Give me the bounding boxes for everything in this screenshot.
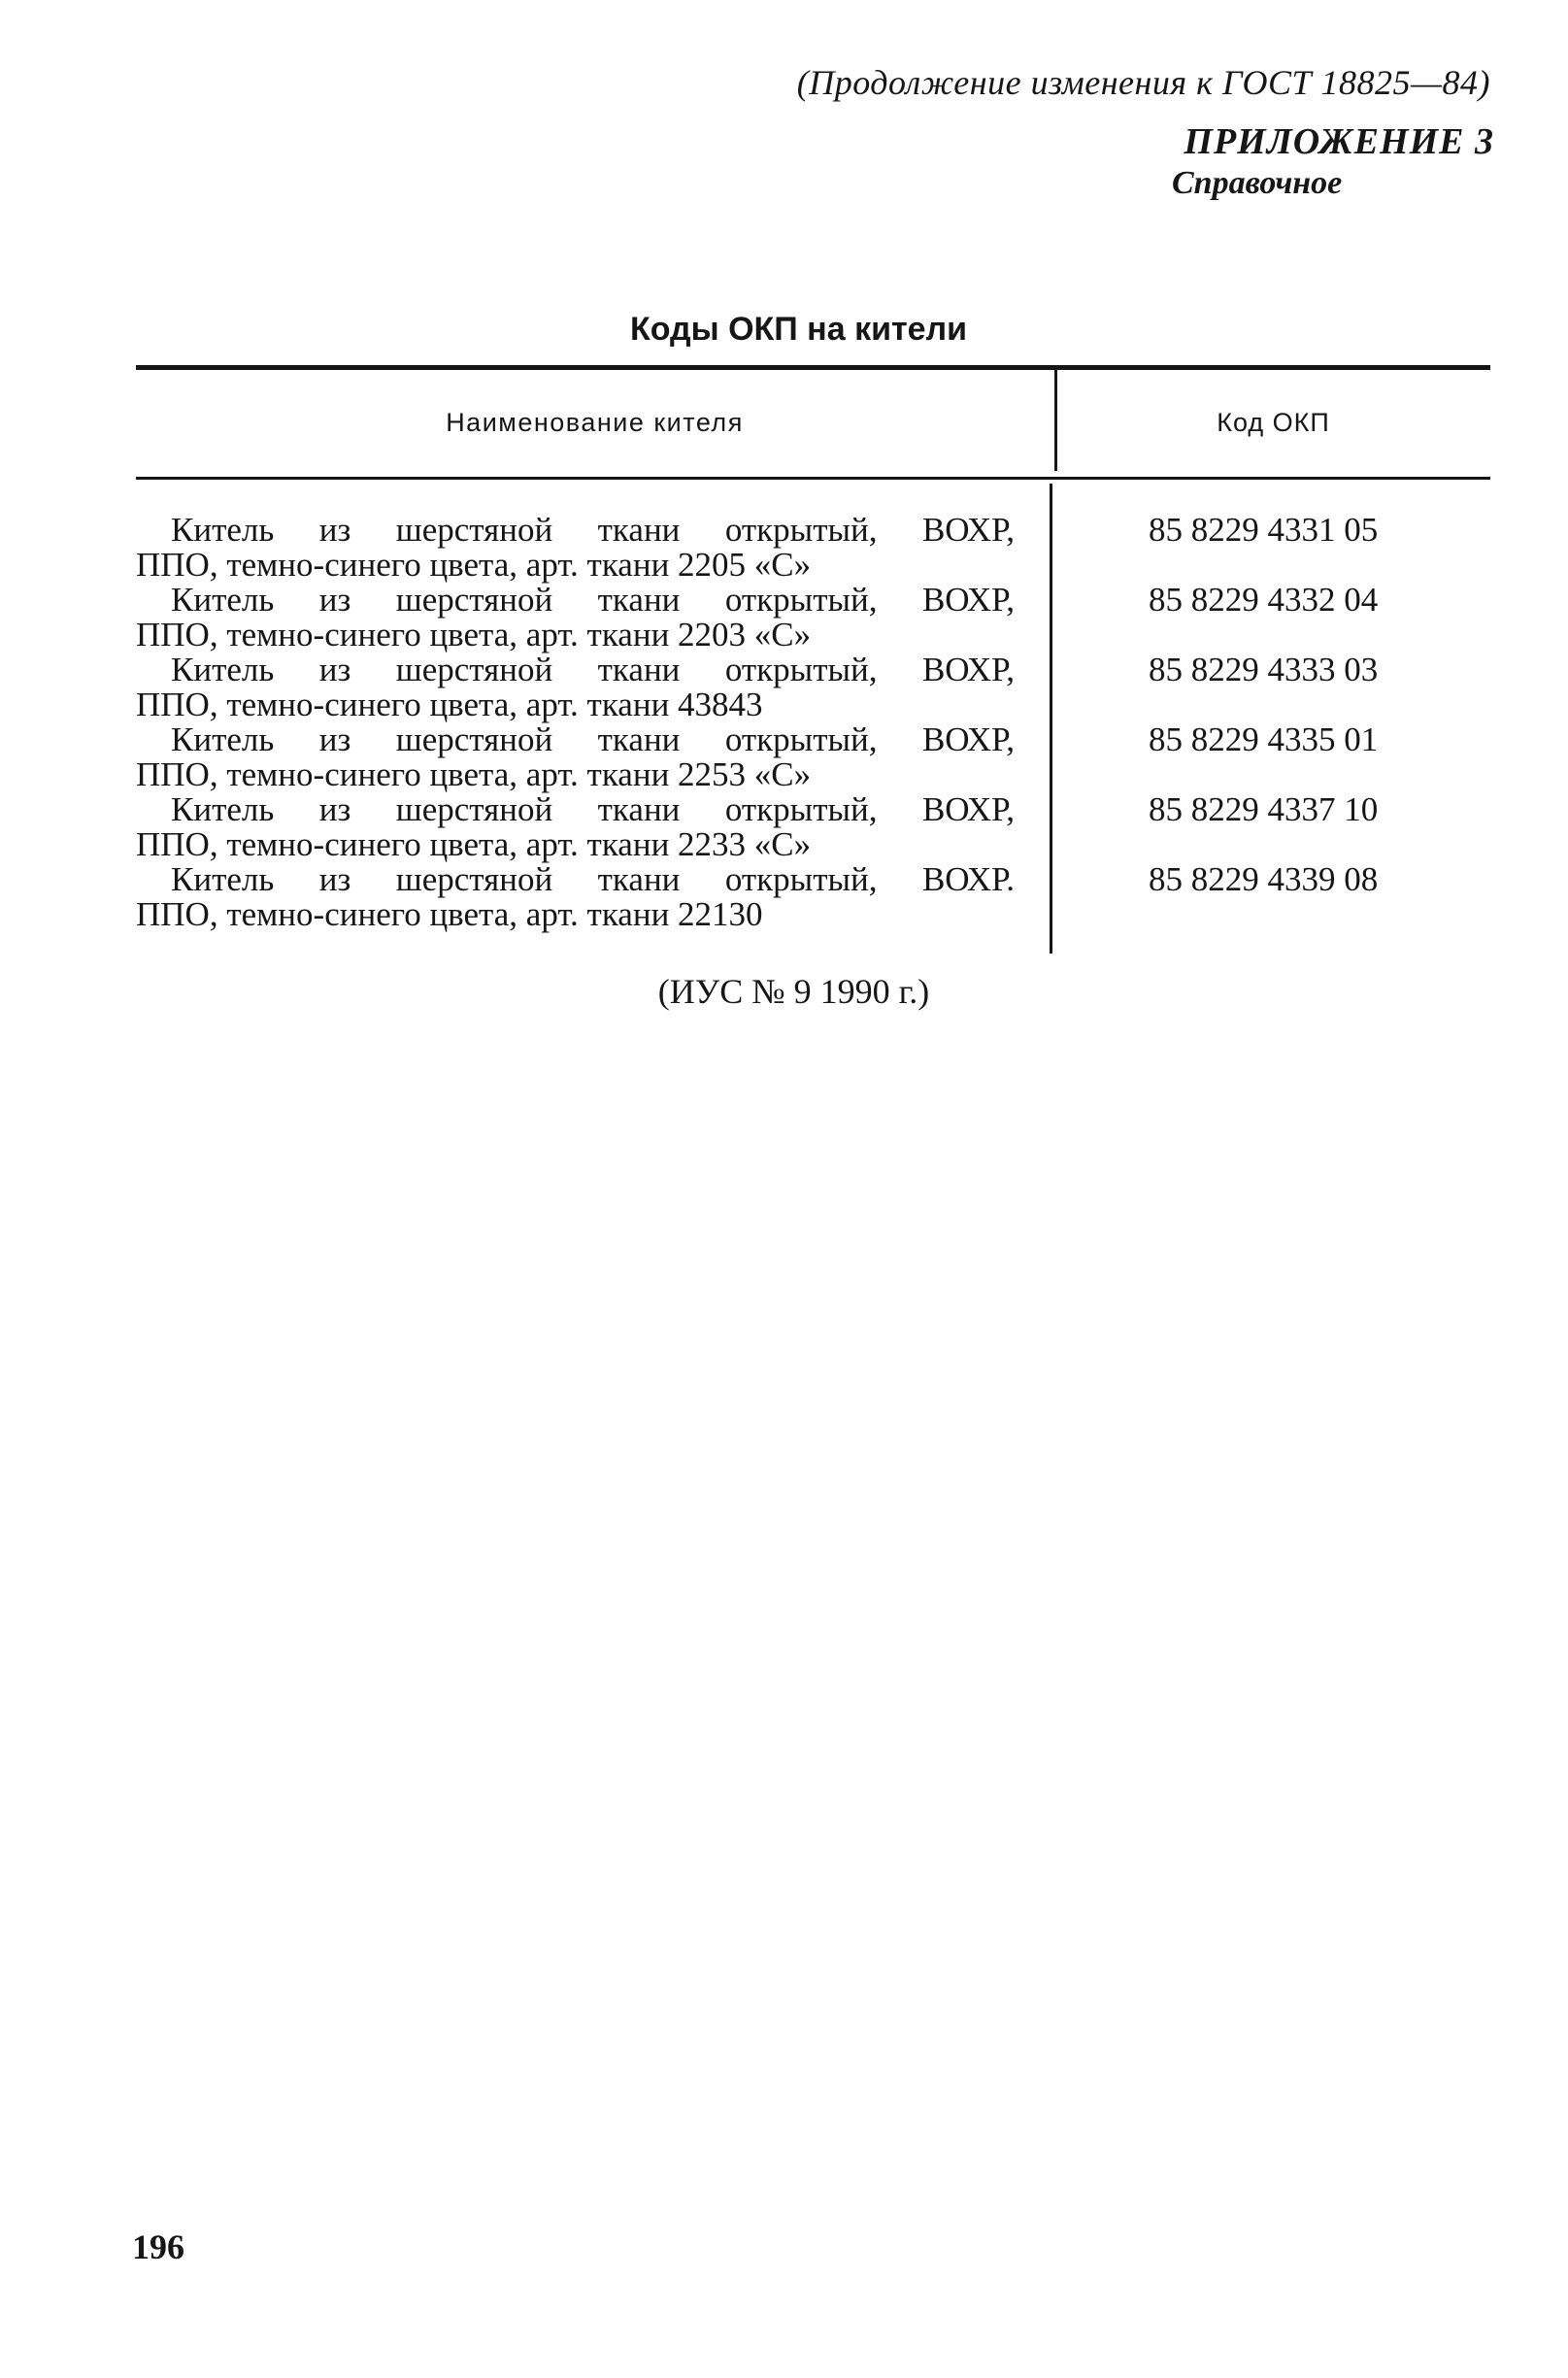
name-word: ВОХР,: [921, 790, 1015, 828]
jacket-name-line2: ППО, темно-синего цвета, арт. ткани 2233 «С»: [136, 825, 812, 863]
name-word: шерстяной: [395, 511, 553, 549]
okp-code: 85 8229 4332 04: [1149, 581, 1379, 619]
okp-code: 85 8229 4333 03: [1149, 651, 1379, 688]
name-word: ткани: [597, 651, 681, 688]
appendix-title: ПРИЛОЖЕНИЕ 3: [1184, 121, 1494, 162]
name-word: Китель: [171, 720, 275, 758]
jacket-name-line2: ППО, темно-синего цвета, арт. ткани 22130: [136, 895, 763, 933]
name-word: ткани: [597, 720, 681, 758]
name-word: открытый,: [724, 790, 878, 828]
name-word: ВОХР,: [921, 720, 1015, 758]
jacket-name-line1: [136, 513, 1015, 548]
jacket-name: [136, 862, 1015, 932]
column-header-code: Код ОКП: [1217, 408, 1330, 437]
jacket-name-line1: [136, 862, 1015, 897]
name-word: шерстяной: [395, 651, 553, 688]
jacket-name-line2: ППО, темно-синего цвета, арт. ткани 2205 «С»: [136, 546, 812, 584]
name-word: Китель: [171, 651, 275, 688]
name-word: из: [318, 720, 351, 758]
jacket-name: [136, 583, 1015, 653]
name-word: из: [318, 860, 351, 898]
table-row: [136, 722, 1490, 792]
name-word: ткани: [597, 790, 681, 828]
table-row: [136, 583, 1490, 653]
name-word: открытый,: [724, 860, 878, 898]
jacket-name-line1: [136, 583, 1015, 618]
table-title: Коды ОКП на кители: [629, 311, 968, 348]
jacket-name-line2: ППО, темно-синего цвета, арт. ткани 2203 «С»: [136, 616, 812, 653]
header-bottom-rule: [136, 477, 1490, 480]
name-word: из: [318, 790, 351, 828]
name-word: шерстяной: [395, 790, 553, 828]
okp-code: 85 8229 4331 05: [1149, 511, 1379, 549]
continuation-header: (Продолжение изменения к ГОСТ 18825—84): [796, 63, 1490, 102]
jacket-name: [136, 792, 1015, 862]
appendix-type: Справочное: [1172, 165, 1343, 201]
name-word: ВОХР,: [921, 581, 1015, 619]
table-row: [136, 513, 1490, 583]
name-word: ВОХР.: [921, 860, 1015, 898]
name-word: Китель: [171, 860, 275, 898]
jacket-name-line1: [136, 722, 1015, 757]
name-word: шерстяной: [395, 720, 553, 758]
name-word: шерстяной: [395, 860, 553, 898]
column-header-name: Наименование кителя: [446, 408, 744, 437]
name-word: ткани: [597, 860, 681, 898]
table-row: [136, 653, 1490, 722]
table-top-rule: [136, 365, 1490, 370]
name-word: шерстяной: [395, 581, 553, 619]
name-word: Китель: [171, 511, 275, 549]
name-word: Китель: [171, 790, 275, 828]
name-word: ВОХР,: [921, 651, 1015, 688]
name-word: из: [318, 581, 351, 619]
name-word: открытый,: [724, 581, 878, 619]
okp-code: 85 8229 4335 01: [1149, 720, 1379, 758]
okp-code: 85 8229 4337 10: [1149, 790, 1379, 828]
jacket-name-line2: ППО, темно-синего цвета, арт. ткани 43843: [136, 686, 763, 723]
name-word: Китель: [171, 581, 275, 619]
jacket-name-line2: ППО, темно-синего цвета, арт. ткани 2253 «С»: [136, 755, 812, 793]
table-row: [136, 792, 1490, 862]
name-word: ВОХР,: [921, 511, 1015, 549]
page-number: 196: [132, 2227, 184, 2266]
ius-note: (ИУС № 9 1990 г.): [657, 972, 930, 1011]
jacket-name: [136, 722, 1015, 792]
jacket-name: [136, 513, 1015, 583]
name-word: из: [318, 651, 351, 688]
name-word: открытый,: [724, 720, 878, 758]
okp-code: 85 8229 4339 08: [1149, 860, 1379, 898]
table-row: [136, 862, 1490, 932]
name-word: из: [318, 511, 351, 549]
jacket-name-line1: [136, 653, 1015, 687]
name-word: открытый,: [724, 511, 878, 549]
name-word: ткани: [597, 581, 681, 619]
jacket-name-line1: [136, 792, 1015, 827]
name-word: открытый,: [724, 651, 878, 688]
jacket-name: [136, 653, 1015, 722]
name-word: ткани: [597, 511, 681, 549]
